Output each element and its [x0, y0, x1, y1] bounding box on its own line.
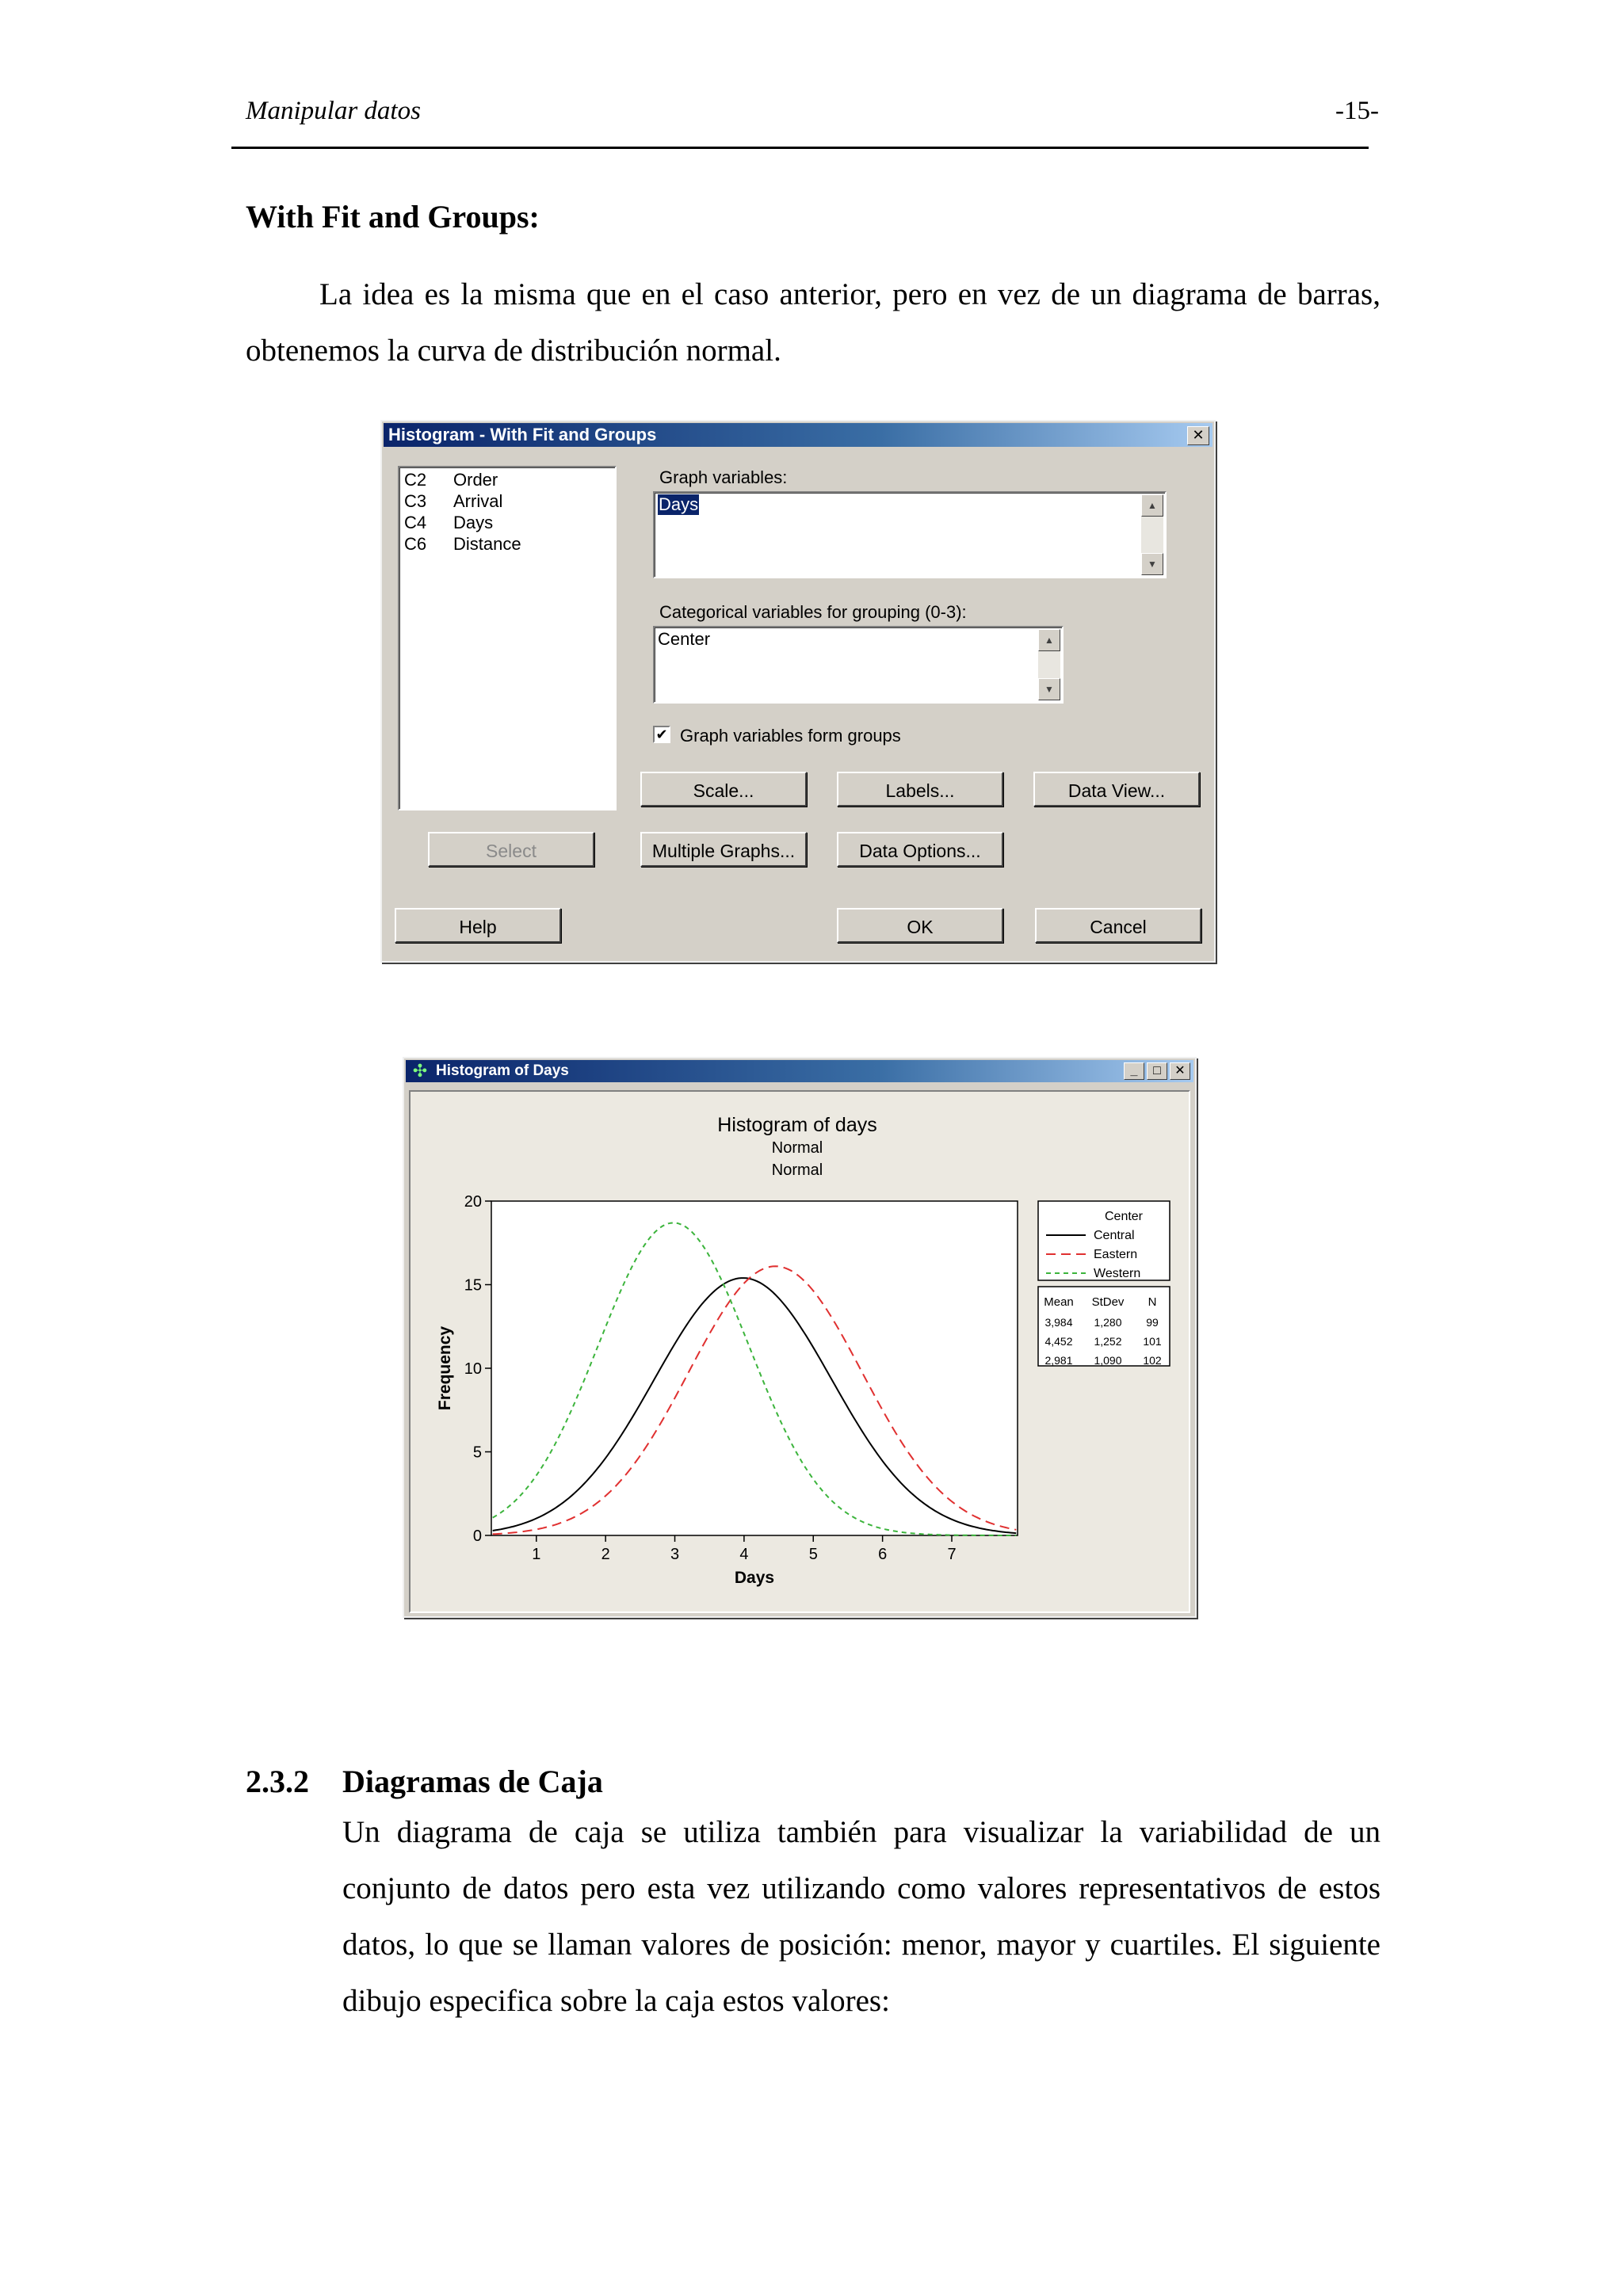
x-tick-label: 4	[739, 1546, 749, 1563]
variable-column-id: C3	[404, 491, 427, 511]
x-axis-label: Days	[734, 1569, 775, 1587]
scroll-down-icon[interactable]: ▼	[1038, 678, 1060, 700]
legend-title: Center	[1104, 1210, 1144, 1223]
histogram-chart	[411, 1092, 1189, 1611]
variable-list-item[interactable]	[404, 469, 610, 490]
stats-cell: 99	[1146, 1316, 1159, 1329]
x-tick-label: 6	[878, 1546, 888, 1563]
variable-name: Days	[453, 513, 494, 532]
categorical-scrollbar[interactable]	[1038, 629, 1060, 700]
legend-label: Central	[1094, 1229, 1135, 1242]
graph-variables-form-groups-checkbox[interactable]	[653, 726, 670, 743]
x-tick-label: 2	[601, 1546, 610, 1563]
header-rule	[231, 147, 1369, 149]
minimize-icon[interactable]: _	[1124, 1062, 1144, 1080]
graph-variables-value: Days	[659, 494, 699, 514]
chart-title: Histogram of days	[717, 1114, 877, 1136]
scale-button[interactable]: Scale...	[640, 772, 807, 807]
y-axis-label: Frequency	[436, 1325, 454, 1411]
stats-cell: 3,984	[1044, 1316, 1073, 1329]
stats-cell: 1,280	[1094, 1316, 1122, 1329]
select-button[interactable]: Select	[428, 832, 594, 867]
variable-column-id: C2	[404, 470, 427, 490]
close-icon[interactable]: ✕	[1187, 426, 1209, 445]
variable-list-item[interactable]	[404, 490, 610, 512]
checkmark-icon: ✔	[655, 727, 668, 742]
categorical-variables-value: Center	[658, 629, 711, 649]
cancel-button[interactable]: Cancel	[1035, 908, 1201, 943]
graph-variables-scrollbar[interactable]	[1141, 494, 1163, 575]
stats-cell: 1,090	[1094, 1354, 1122, 1367]
histogram-graph-window	[403, 1057, 1197, 1618]
data-options-button[interactable]: Data Options...	[837, 832, 1003, 867]
help-button[interactable]: Help	[395, 908, 561, 943]
variable-list[interactable]	[398, 466, 617, 810]
running-header-title: Manipular datos	[246, 97, 421, 125]
y-tick-label: 15	[464, 1276, 482, 1295]
histogram-dialog	[380, 420, 1216, 963]
plot-region	[491, 1201, 1018, 1535]
plot-area-frame	[409, 1090, 1190, 1613]
y-tick-label: 10	[464, 1360, 482, 1378]
graph-variables-label: Graph variables:	[659, 467, 788, 487]
subsection-heading	[246, 1763, 603, 1800]
stats-cell: 101	[1143, 1335, 1162, 1348]
graph-window-title: Histogram of Days	[436, 1062, 569, 1079]
y-tick-label: 20	[464, 1193, 482, 1211]
x-tick-label: 1	[532, 1546, 541, 1563]
paragraph-intro: La idea es la misma que en el caso anterior, pero en vez de un diagrama de barras, obtenemos la curva de distribución normal.	[246, 277, 1381, 368]
paragraph-box-plots: Un diagrama de caja se utiliza también para visualizar la variabilidad de un conjunto de datos pero esta vez utilizando como valores representativos de estos datos, lo que se llaman valores de posición: menor, mayor y cuartiles. El siguiente dibujo especifica sobre la caja estos valores:	[342, 1815, 1381, 2018]
variable-list-item[interactable]	[404, 533, 610, 555]
variable-column-id: C4	[404, 513, 427, 532]
legend-label: Eastern	[1094, 1248, 1138, 1261]
chart-subtitle-2: Normal	[771, 1161, 823, 1179]
stats-cell: 1,252	[1094, 1335, 1122, 1348]
variable-column-id: C6	[404, 534, 427, 554]
ok-button[interactable]: OK	[837, 908, 1003, 943]
page-number: -15-	[1335, 97, 1379, 125]
categorical-variables-field[interactable]	[653, 626, 1064, 704]
variable-name: Arrival	[453, 491, 503, 511]
scroll-up-icon[interactable]: ▲	[1038, 629, 1060, 651]
variable-list-item[interactable]	[404, 512, 610, 533]
chart-subtitle-1: Normal	[771, 1139, 823, 1157]
stats-cell: 102	[1143, 1354, 1162, 1367]
legend-label: Western	[1094, 1267, 1141, 1280]
stats-header: N	[1148, 1295, 1157, 1309]
subsection-title: Diagramas de Caja	[342, 1764, 603, 1799]
dialog-titlebar	[384, 423, 1212, 447]
y-tick-label: 5	[472, 1444, 482, 1462]
scroll-down-icon[interactable]: ▼	[1141, 553, 1163, 575]
graph-variables-field[interactable]	[653, 491, 1167, 578]
data-view-button[interactable]: Data View...	[1033, 772, 1200, 807]
variable-name: Order	[453, 470, 498, 490]
checkbox-label: Graph variables form groups	[680, 726, 901, 746]
x-tick-label: 5	[808, 1546, 818, 1563]
categorical-variables-label: Categorical variables for grouping (0-3):	[659, 602, 967, 622]
stats-header: StDev	[1091, 1295, 1125, 1309]
multiple-graphs-button[interactable]: Multiple Graphs...	[640, 832, 807, 867]
stats-cell: 4,452	[1044, 1335, 1073, 1348]
y-tick-label: 0	[472, 1527, 482, 1545]
stats-cell: 2,981	[1044, 1354, 1073, 1367]
minitab-app-icon: ✣	[412, 1061, 428, 1081]
close-icon[interactable]: ✕	[1170, 1062, 1190, 1080]
subsection-number: 2.3.2	[246, 1764, 309, 1799]
variable-name: Distance	[453, 534, 521, 554]
x-tick-label: 3	[670, 1546, 680, 1563]
labels-button[interactable]: Labels...	[837, 772, 1003, 807]
dialog-title: Histogram - With Fit and Groups	[388, 425, 657, 444]
maximize-icon[interactable]: □	[1147, 1062, 1167, 1080]
graph-window-titlebar	[406, 1060, 1193, 1082]
stats-header: Mean	[1044, 1295, 1074, 1309]
scroll-up-icon[interactable]: ▲	[1141, 494, 1163, 517]
x-tick-label: 7	[947, 1546, 957, 1563]
section-heading: With Fit and Groups:	[246, 199, 540, 235]
